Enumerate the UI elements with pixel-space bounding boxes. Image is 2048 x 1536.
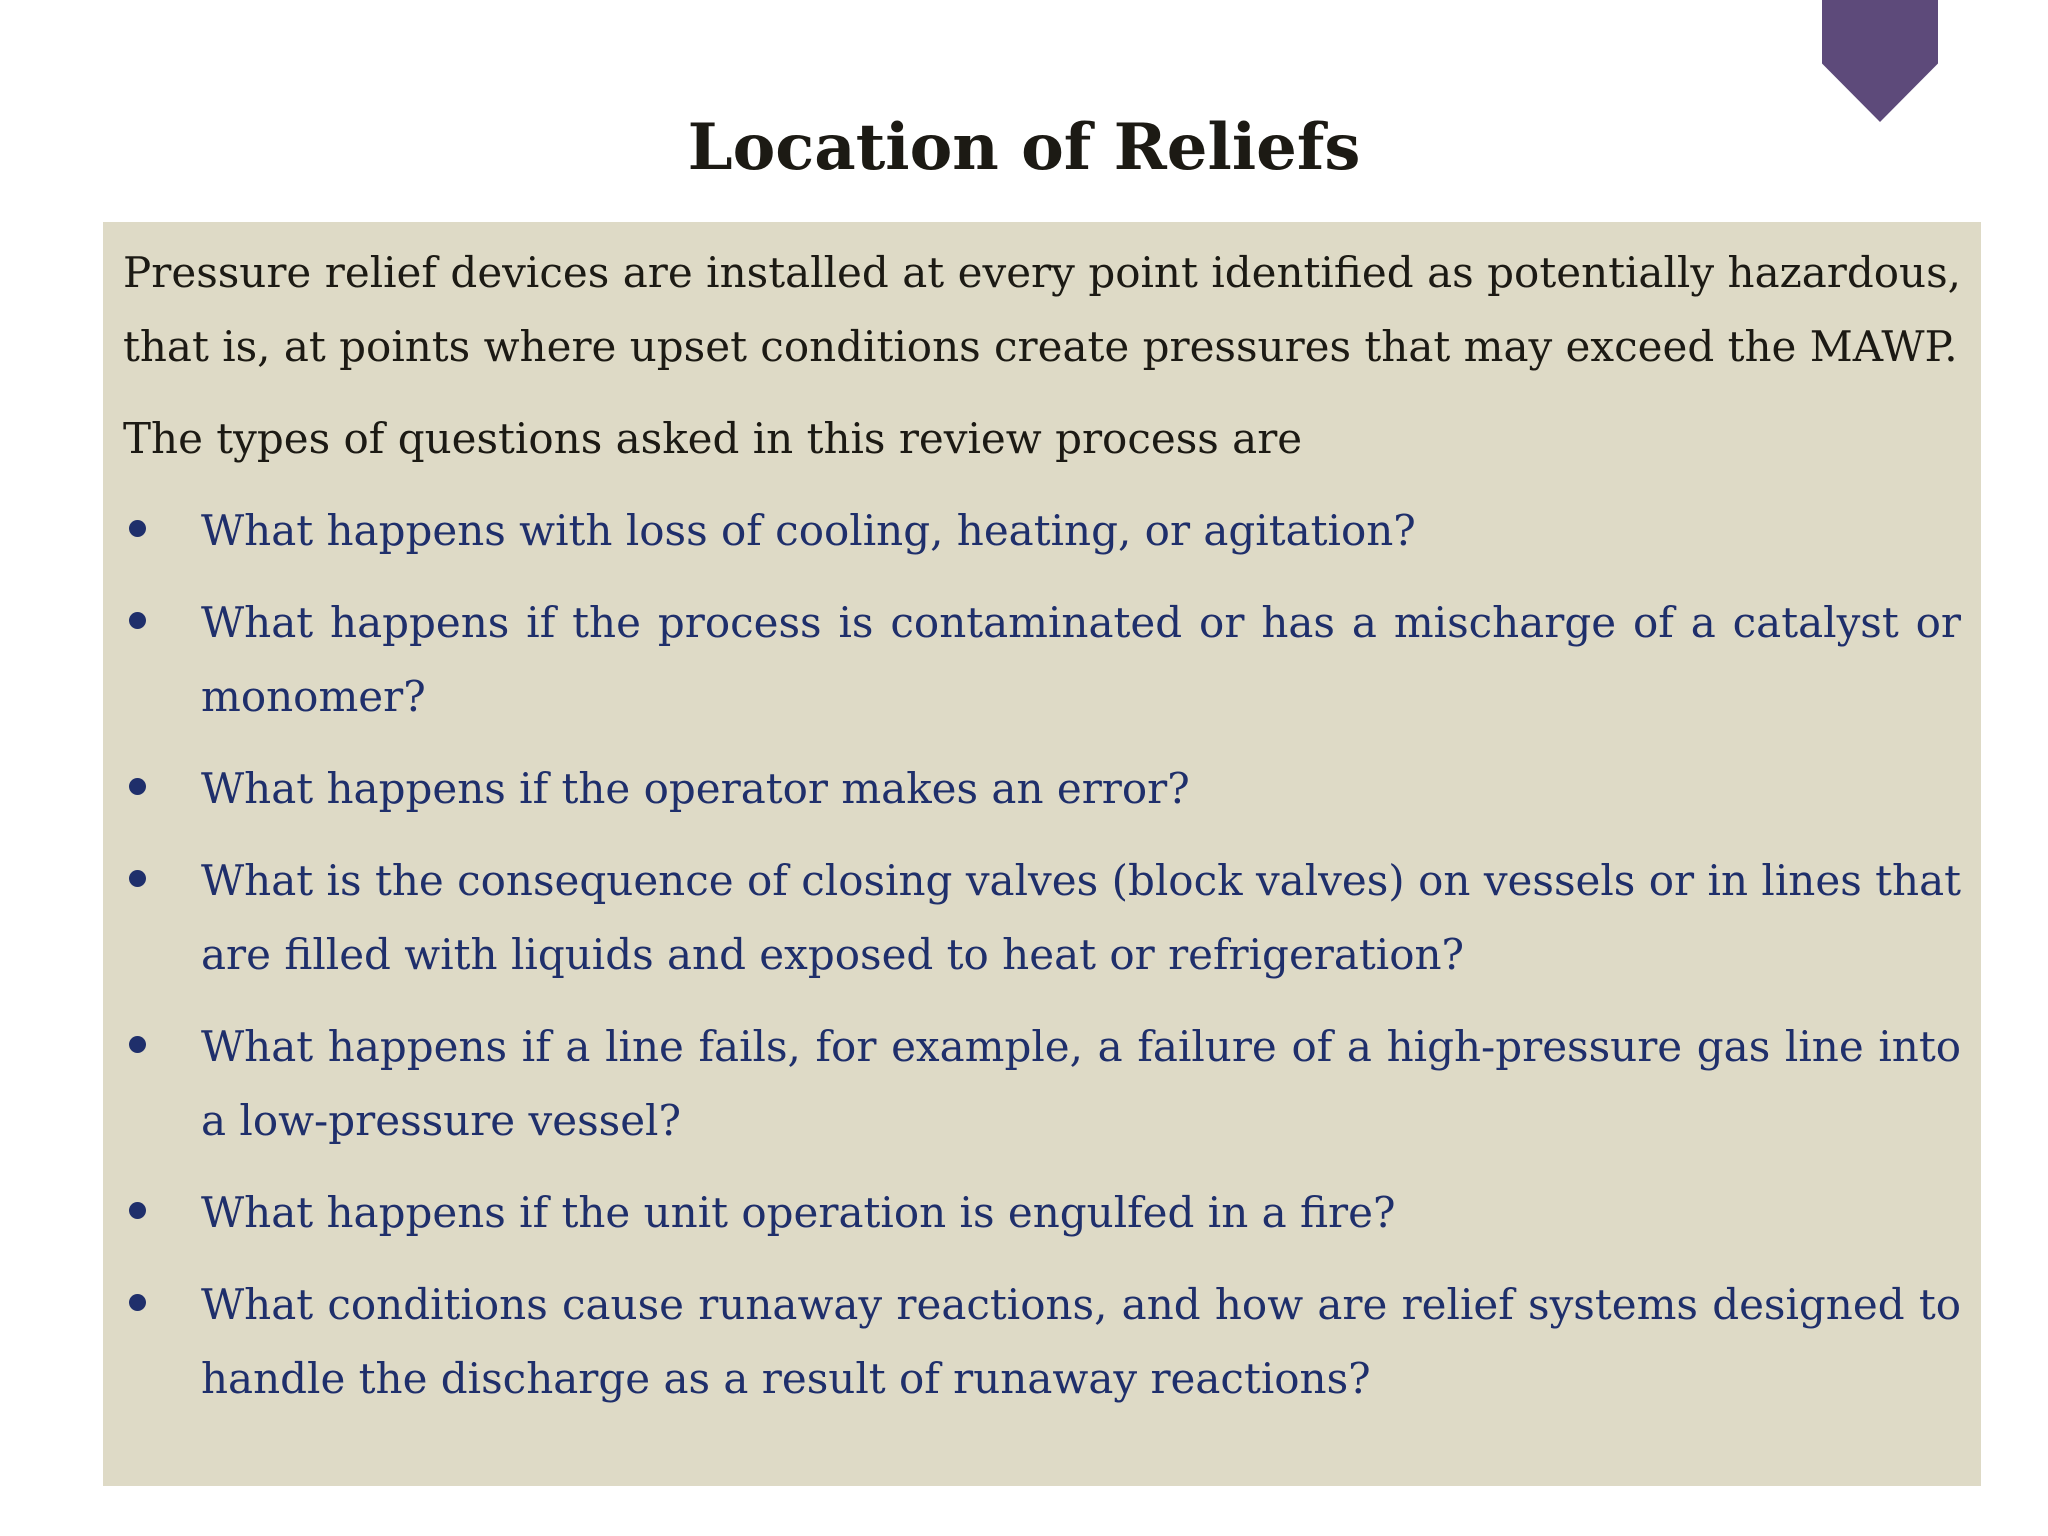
list-item bbox=[123, 586, 1961, 734]
list-item-text: What conditions cause runaway reactions, and how are relief systems designed to handle the discharge as a result of runaway reactions? bbox=[201, 1280, 1961, 1403]
bullet-dot-icon bbox=[129, 1036, 146, 1053]
bullet-dot-icon bbox=[129, 520, 146, 537]
bullet-dot-icon bbox=[129, 1294, 146, 1311]
list-item-text: What is the consequence of closing valves (block valves) on vessels or in lines that are filled with liquids and exposed to heat or refrigeration? bbox=[201, 856, 1961, 979]
list-item bbox=[123, 844, 1961, 992]
bullet-dot-icon bbox=[129, 870, 146, 887]
list-item-text: What happens with loss of cooling, heating, or agitation? bbox=[201, 506, 1416, 555]
lead-paragraph: The types of questions asked in this review process are bbox=[123, 414, 1303, 463]
list-item-text: What happens if the operator makes an error? bbox=[201, 764, 1190, 813]
list-item bbox=[123, 1010, 1961, 1158]
list-item bbox=[123, 494, 1961, 568]
content-box bbox=[103, 222, 1981, 1486]
slide-title: Location of Reliefs bbox=[687, 110, 1361, 185]
list-item-text: What happens if the unit operation is engulfed in a fire? bbox=[201, 1188, 1396, 1237]
list-item-text: What happens if the process is contaminated or has a mischarge of a catalyst or monomer? bbox=[201, 598, 1961, 721]
list-item bbox=[123, 1268, 1961, 1416]
question-list bbox=[123, 494, 1961, 1416]
list-item bbox=[123, 1176, 1961, 1250]
list-item-text: What happens if a line fails, for example, a failure of a high-pressure gas line into a low-pressure vessel? bbox=[201, 1022, 1961, 1145]
intro-paragraph: Pressure relief devices are installed at every point identified as potentially hazardous, that is, at points where upset conditions create pressures that may exceed the MAWP. bbox=[123, 248, 1961, 371]
list-item bbox=[123, 752, 1961, 826]
bullet-dot-icon bbox=[129, 778, 146, 795]
bullet-dot-icon bbox=[129, 1202, 146, 1219]
bullet-dot-icon bbox=[129, 612, 146, 629]
corner-accent-tab bbox=[1822, 0, 1938, 122]
